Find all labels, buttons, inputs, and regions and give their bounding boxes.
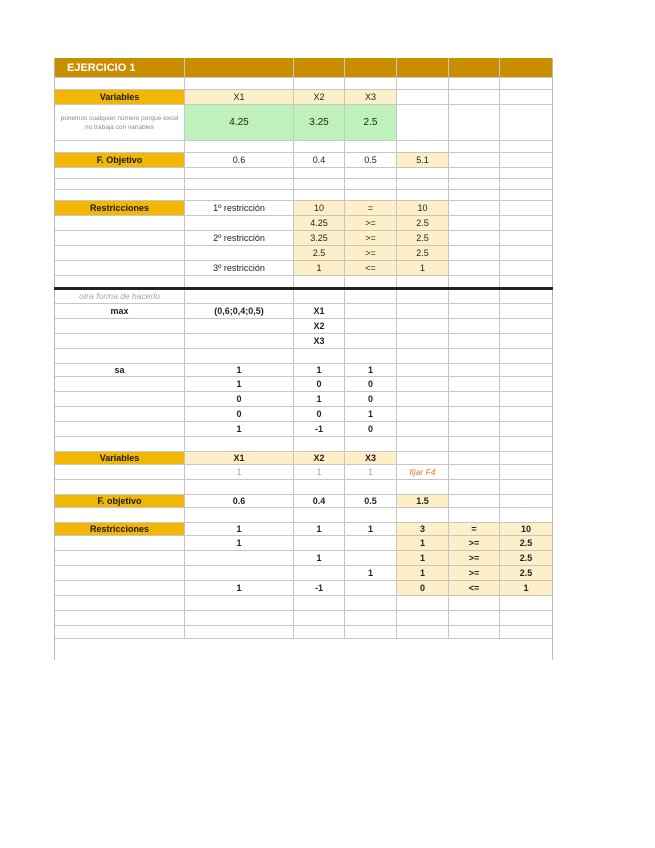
empty-cell xyxy=(500,304,552,319)
empty-cell xyxy=(55,437,185,452)
restriction-label: 3º restricción xyxy=(185,261,294,276)
restriction-cell: 1 xyxy=(345,523,397,536)
empty-cell xyxy=(397,349,449,364)
empty-cell xyxy=(55,392,185,407)
empty-cell xyxy=(500,153,552,168)
variables-header: Variables xyxy=(55,452,185,465)
var-value[interactable]: 3.25 xyxy=(294,105,345,141)
empty-cell xyxy=(185,168,294,179)
restrictions-header: Restricciones xyxy=(55,201,185,216)
objective-header: F. Objetivo xyxy=(55,153,185,168)
empty-cell xyxy=(55,596,185,611)
restriction-cell: 1 xyxy=(185,523,294,536)
empty-cell xyxy=(449,437,500,452)
sa-cell: 1 xyxy=(294,364,345,377)
var-value[interactable]: 1 xyxy=(294,465,345,480)
empty-cell xyxy=(397,334,449,349)
empty-cell xyxy=(449,364,500,377)
empty-cell xyxy=(449,626,500,639)
empty-cell xyxy=(345,611,397,626)
restriction-cell: 1 xyxy=(294,523,345,536)
restriction-rhs: 2.5 xyxy=(397,231,449,246)
restriction-lhs: 10 xyxy=(294,201,345,216)
empty-cell xyxy=(397,179,449,190)
empty-cell xyxy=(449,422,500,437)
empty-cell xyxy=(397,596,449,611)
empty-cell xyxy=(294,508,345,523)
empty-cell xyxy=(500,141,552,153)
empty-cell xyxy=(345,179,397,190)
empty-cell xyxy=(345,304,397,319)
restriction-cell: 1 xyxy=(397,566,449,581)
sa-cell: 0 xyxy=(345,377,397,392)
empty-cell xyxy=(294,190,345,201)
empty-cell xyxy=(500,201,552,216)
empty-cell xyxy=(449,105,500,141)
restriction-rhs: 2.5 xyxy=(397,216,449,231)
empty-cell xyxy=(397,437,449,452)
empty-cell xyxy=(294,349,345,364)
empty-cell xyxy=(345,141,397,153)
restriction-cell xyxy=(294,566,345,581)
empty-cell xyxy=(397,168,449,179)
empty-cell xyxy=(500,261,552,276)
note-text: ponemos cualquier número porque excel no trabaja con variables xyxy=(55,105,185,141)
empty-cell xyxy=(55,246,185,261)
empty-cell xyxy=(500,246,552,261)
restriction-label: 2º restricción xyxy=(185,231,294,246)
sa-cell: 1 xyxy=(345,364,397,377)
empty-cell xyxy=(345,58,397,78)
empty-cell xyxy=(345,596,397,611)
empty-cell xyxy=(294,626,345,639)
empty-cell xyxy=(397,319,449,334)
objective-coef: 0.6 xyxy=(185,495,294,508)
empty-cell xyxy=(500,349,552,364)
empty-cell xyxy=(185,141,294,153)
empty-cell xyxy=(449,377,500,392)
var-name: X1 xyxy=(185,90,294,105)
empty-cell xyxy=(345,289,397,304)
empty-cell xyxy=(397,141,449,153)
empty-cell xyxy=(185,334,294,349)
restriction-cell: 3 xyxy=(397,523,449,536)
section-note: otra forma de hacerlo xyxy=(55,289,185,304)
empty-cell xyxy=(397,626,449,639)
empty-cell xyxy=(55,168,185,179)
restriction-cell: 1 xyxy=(345,566,397,581)
empty-cell xyxy=(185,596,294,611)
restriction-sign: <= xyxy=(345,261,397,276)
empty-cell xyxy=(500,422,552,437)
sa-cell: 1 xyxy=(185,422,294,437)
empty-cell xyxy=(55,377,185,392)
empty-cell xyxy=(397,289,449,304)
restriction-cell xyxy=(345,551,397,566)
empty-cell xyxy=(397,480,449,495)
restriction-cell: >= xyxy=(449,536,500,551)
empty-cell xyxy=(55,611,185,626)
empty-cell xyxy=(500,377,552,392)
restriction-cell xyxy=(185,566,294,581)
empty-cell xyxy=(345,508,397,523)
objective-coef: 0.6 xyxy=(185,153,294,168)
empty-cell xyxy=(345,168,397,179)
empty-cell xyxy=(185,78,294,90)
empty-cell xyxy=(500,168,552,179)
empty-cell xyxy=(500,179,552,190)
empty-cell xyxy=(345,78,397,90)
empty-cell xyxy=(55,407,185,422)
var-value[interactable]: 2.5 xyxy=(345,105,397,141)
empty-cell xyxy=(185,480,294,495)
empty-cell xyxy=(55,508,185,523)
sa-cell: 0 xyxy=(294,407,345,422)
empty-cell xyxy=(397,377,449,392)
empty-cell xyxy=(294,58,345,78)
empty-cell xyxy=(500,626,552,639)
restriction-label: 1º restricción xyxy=(185,201,294,216)
empty-cell xyxy=(294,289,345,304)
var-value[interactable]: 4.25 xyxy=(185,105,294,141)
empty-cell xyxy=(500,480,552,495)
restriction-cell: 2.5 xyxy=(500,566,552,581)
restriction-lhs: 4.25 xyxy=(294,216,345,231)
restriction-cell: 1 xyxy=(397,551,449,566)
restriction-cell xyxy=(294,536,345,551)
empty-cell xyxy=(449,58,500,78)
empty-cell xyxy=(449,179,500,190)
empty-cell xyxy=(449,168,500,179)
empty-cell xyxy=(449,407,500,422)
empty-cell xyxy=(185,289,294,304)
restriction-cell: >= xyxy=(449,551,500,566)
empty-cell xyxy=(449,141,500,153)
empty-cell xyxy=(397,392,449,407)
max-var: X1 xyxy=(294,304,345,319)
fix-note: fijar F4 xyxy=(397,465,449,480)
empty-cell xyxy=(55,551,185,566)
empty-cell xyxy=(397,452,449,465)
empty-cell xyxy=(345,319,397,334)
restriction-sign: >= xyxy=(345,231,397,246)
empty-cell xyxy=(449,319,500,334)
var-name: X3 xyxy=(345,90,397,105)
empty-cell xyxy=(397,58,449,78)
objective-value: 1.5 xyxy=(397,495,449,508)
empty-cell xyxy=(185,179,294,190)
empty-cell xyxy=(55,190,185,201)
empty-cell xyxy=(449,452,500,465)
empty-cell xyxy=(449,216,500,231)
empty-cell xyxy=(55,319,185,334)
empty-cell xyxy=(345,190,397,201)
empty-cell xyxy=(500,364,552,377)
empty-cell xyxy=(449,334,500,349)
empty-cell xyxy=(185,190,294,201)
restriction-rhs: 2.5 xyxy=(397,246,449,261)
empty-cell xyxy=(55,231,185,246)
empty-cell xyxy=(449,190,500,201)
objective-coef: 0.4 xyxy=(294,495,345,508)
objective-value: 5.1 xyxy=(397,153,449,168)
empty-cell xyxy=(345,480,397,495)
empty-cell xyxy=(55,536,185,551)
empty-cell xyxy=(397,422,449,437)
restriction-sign: >= xyxy=(345,246,397,261)
var-name: X2 xyxy=(294,90,345,105)
empty-cell xyxy=(449,596,500,611)
restriction-cell: 10 xyxy=(500,523,552,536)
empty-cell xyxy=(397,105,449,141)
empty-cell xyxy=(294,611,345,626)
restriction-rhs: 1 xyxy=(397,261,449,276)
empty-cell xyxy=(500,407,552,422)
restriction-cell: 1 xyxy=(500,581,552,596)
sa-label: sa xyxy=(55,364,185,377)
restriction-lhs: 2.5 xyxy=(294,246,345,261)
restriction-cell xyxy=(345,581,397,596)
sa-cell: 0 xyxy=(345,422,397,437)
empty-cell xyxy=(449,90,500,105)
max-label: max xyxy=(55,304,185,319)
empty-cell xyxy=(345,349,397,364)
restriction-rhs: 10 xyxy=(397,201,449,216)
empty-cell xyxy=(500,437,552,452)
var-name: X2 xyxy=(294,452,345,465)
var-value[interactable]: 1 xyxy=(185,465,294,480)
empty-cell xyxy=(500,611,552,626)
restrictions-header: Restricciones xyxy=(55,523,185,536)
empty-cell xyxy=(185,437,294,452)
empty-cell xyxy=(294,78,345,90)
empty-cell xyxy=(500,495,552,508)
restriction-cell: 2.5 xyxy=(500,536,552,551)
empty-cell xyxy=(185,58,294,78)
restriction-lhs: 1 xyxy=(294,261,345,276)
empty-cell xyxy=(397,611,449,626)
restriction-cell: >= xyxy=(449,566,500,581)
max-var: X3 xyxy=(294,334,345,349)
empty-cell xyxy=(449,289,500,304)
empty-cell xyxy=(185,508,294,523)
empty-cell xyxy=(500,58,552,78)
max-value: (0,6;0,4;0,5) xyxy=(185,304,294,319)
empty-cell xyxy=(449,261,500,276)
empty-cell xyxy=(449,611,500,626)
empty-cell xyxy=(294,480,345,495)
empty-cell xyxy=(345,437,397,452)
empty-cell xyxy=(185,319,294,334)
empty-cell xyxy=(55,349,185,364)
empty-cell xyxy=(449,153,500,168)
empty-cell xyxy=(449,392,500,407)
empty-cell xyxy=(500,78,552,90)
restriction-cell xyxy=(345,536,397,551)
empty-cell xyxy=(449,465,500,480)
restriction-cell: 1 xyxy=(294,551,345,566)
empty-cell xyxy=(500,289,552,304)
restriction-sign: >= xyxy=(345,216,397,231)
empty-cell xyxy=(294,596,345,611)
empty-cell xyxy=(500,319,552,334)
empty-cell xyxy=(55,261,185,276)
empty-cell xyxy=(449,495,500,508)
empty-cell xyxy=(500,452,552,465)
restriction-cell: -1 xyxy=(294,581,345,596)
objective-coef: 0.5 xyxy=(345,495,397,508)
sa-cell: 1 xyxy=(345,407,397,422)
empty-cell xyxy=(449,78,500,90)
empty-cell xyxy=(55,216,185,231)
empty-cell xyxy=(55,626,185,639)
empty-cell xyxy=(185,626,294,639)
empty-cell xyxy=(294,179,345,190)
empty-cell xyxy=(55,141,185,153)
empty-cell xyxy=(294,437,345,452)
restriction-sign: = xyxy=(345,201,397,216)
empty-cell xyxy=(500,190,552,201)
empty-cell xyxy=(500,90,552,105)
section-divider xyxy=(54,287,553,290)
variables-header: Variables xyxy=(55,90,185,105)
empty-cell xyxy=(55,480,185,495)
restriction-lhs: 3.25 xyxy=(294,231,345,246)
empty-cell xyxy=(397,304,449,319)
spreadsheet xyxy=(54,58,553,660)
empty-cell xyxy=(449,246,500,261)
empty-cell xyxy=(500,508,552,523)
empty-cell xyxy=(500,231,552,246)
var-name: X1 xyxy=(185,452,294,465)
empty-cell xyxy=(345,334,397,349)
empty-cell xyxy=(449,349,500,364)
empty-cell xyxy=(185,216,294,231)
empty-cell xyxy=(185,349,294,364)
restriction-cell: = xyxy=(449,523,500,536)
empty-cell xyxy=(55,179,185,190)
empty-cell xyxy=(397,364,449,377)
sa-cell: 0 xyxy=(345,392,397,407)
empty-cell xyxy=(294,168,345,179)
empty-cell xyxy=(500,334,552,349)
empty-cell xyxy=(500,596,552,611)
objective-coef: 0.5 xyxy=(345,153,397,168)
empty-cell xyxy=(55,465,185,480)
max-var: X2 xyxy=(294,319,345,334)
empty-cell xyxy=(55,78,185,90)
var-name: X3 xyxy=(345,452,397,465)
empty-cell xyxy=(397,407,449,422)
sa-cell: 0 xyxy=(185,392,294,407)
empty-cell xyxy=(185,246,294,261)
empty-cell xyxy=(55,581,185,596)
sa-cell: -1 xyxy=(294,422,345,437)
empty-cell xyxy=(500,216,552,231)
empty-cell xyxy=(185,611,294,626)
objective-header: F. objetivo xyxy=(55,495,185,508)
empty-cell xyxy=(500,392,552,407)
empty-cell xyxy=(55,422,185,437)
empty-cell xyxy=(449,231,500,246)
empty-cell xyxy=(449,508,500,523)
sa-cell: 0 xyxy=(185,407,294,422)
sa-cell: 1 xyxy=(185,377,294,392)
empty-cell xyxy=(397,508,449,523)
empty-cell xyxy=(397,78,449,90)
sheet-title: EJERCICIO 1 xyxy=(55,58,185,78)
empty-cell xyxy=(294,141,345,153)
var-value[interactable]: 1 xyxy=(345,465,397,480)
objective-coef: 0.4 xyxy=(294,153,345,168)
empty-cell xyxy=(449,480,500,495)
restriction-cell: <= xyxy=(449,581,500,596)
empty-cell xyxy=(500,465,552,480)
sa-cell: 1 xyxy=(185,364,294,377)
restriction-cell xyxy=(185,551,294,566)
restriction-cell: 0 xyxy=(397,581,449,596)
restriction-cell: 1 xyxy=(185,536,294,551)
empty-cell xyxy=(500,105,552,141)
empty-cell xyxy=(55,334,185,349)
empty-cell xyxy=(55,566,185,581)
restriction-cell: 2.5 xyxy=(500,551,552,566)
sa-cell: 1 xyxy=(294,392,345,407)
empty-cell xyxy=(397,90,449,105)
restriction-cell: 1 xyxy=(185,581,294,596)
empty-cell xyxy=(397,190,449,201)
sa-cell: 0 xyxy=(294,377,345,392)
restriction-cell: 1 xyxy=(397,536,449,551)
empty-cell xyxy=(449,304,500,319)
empty-cell xyxy=(449,201,500,216)
empty-cell xyxy=(345,626,397,639)
